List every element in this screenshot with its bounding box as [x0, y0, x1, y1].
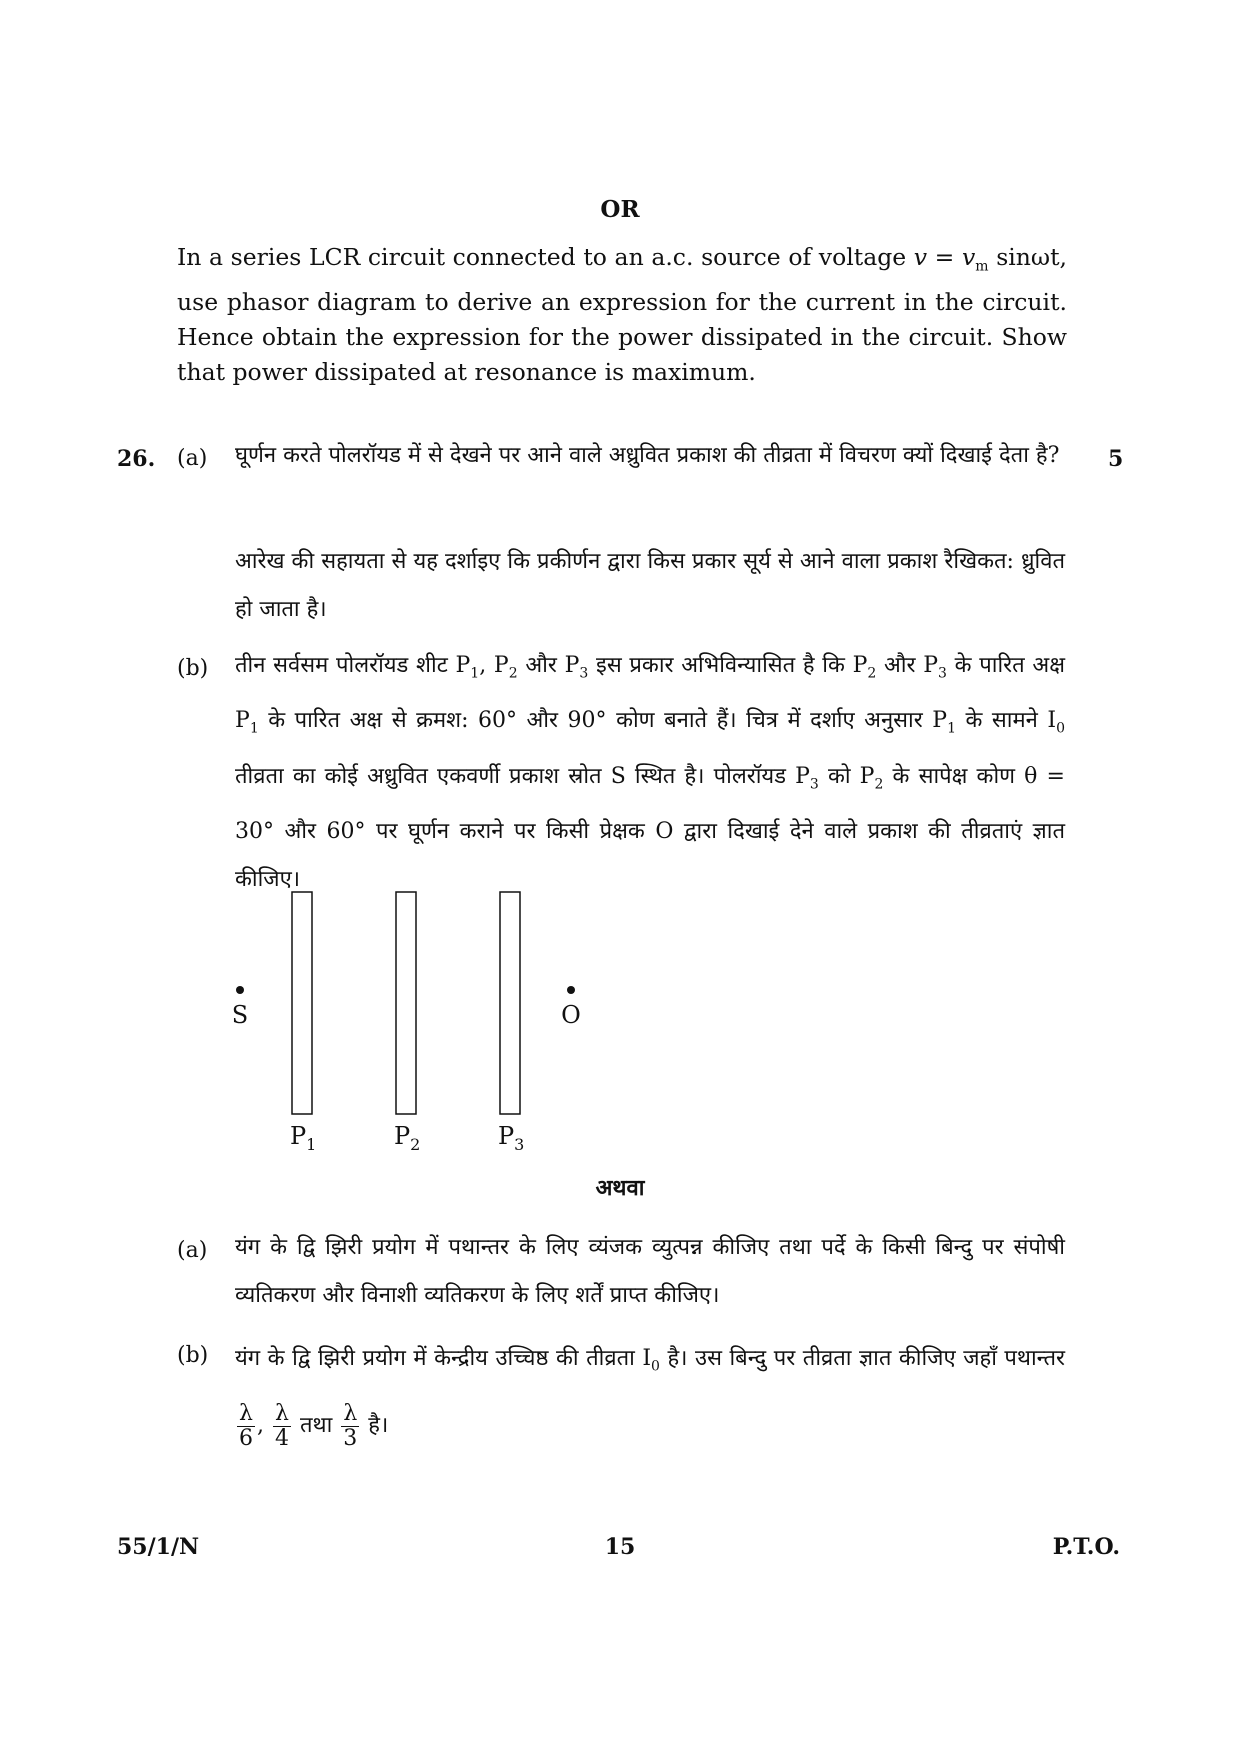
- or-heading: OR: [600, 196, 640, 223]
- p3-label: $P_3$: [498, 1122, 525, 1154]
- part-a-label: (a): [177, 446, 208, 471]
- polaroid-p2: [396, 892, 416, 1114]
- page-number: 15: [604, 1534, 636, 1560]
- polaroid-p1: [292, 892, 312, 1114]
- athva-heading: अथवा: [595, 1175, 645, 1201]
- alt-part-b-text: यंग के द्वि झिरी प्रयोग में केन्द्रीय उच्चिष्ठ की तीव्रता $I_0$ है। उस बिन्दु पर तीव्रता ज्ञात कीजिए जहाँ पथान्तर $\frac{\lambda}{6}$ , $\frac{\lambda}{4}$ तथा $\frac{\lambda}{3}$ है।: [235, 1346, 1065, 1451]
- observer-label: O: [561, 1001, 581, 1029]
- fraction-lambda-6: $\frac{\lambda}{6}$: [239, 1400, 253, 1451]
- p2-label: $P_2$: [394, 1122, 421, 1154]
- fraction-lambda-3: $\frac{\lambda}{3}$: [343, 1400, 358, 1451]
- alt-part-a-text: यंग के द्वि झिरी प्रयोग में पथान्तर के लिए व्यंजक व्युत्पन्न कीजिए तथा पर्दे के किसी बिन्दु पर संपोषी व्यतिकरण और विनाशी व्यतिकरण के लिए शर्तें प्राप्त कीजिए।: [235, 1235, 1065, 1308]
- polaroid-figure: [200, 880, 620, 1160]
- observer-point: [567, 986, 575, 994]
- p1-label: $P_1$: [290, 1122, 317, 1154]
- source-point: [236, 986, 244, 994]
- source-label: S: [231, 1001, 249, 1029]
- or-question-text: In a series LCR circuit connected to an a.c. source of voltage $v = v_m$ sinωt, use phasor diagram to derive an expression for the current in the circuit. Hence obtain the expression for the power dissipated in the circuit. Show that power dissipated at resonance is maximum.: [177, 243, 1067, 386]
- pto-label: P.T.O.: [1052, 1534, 1120, 1560]
- alt-part-a-label: (a): [177, 1238, 208, 1263]
- part-a-text-1: घूर्णन करते पोलरॉयड में से देखने पर आने वाले अध्रुवित प्रकाश की तीव्रता में विचरण क्यों दिखाई देता है?: [235, 443, 1060, 468]
- polaroid-p3: [500, 892, 520, 1114]
- alt-part-b-label: (b): [177, 1343, 209, 1368]
- part-b-label: (b): [177, 656, 209, 681]
- fraction-lambda-4: $\frac{\lambda}{4}$: [275, 1400, 289, 1451]
- paper-code: 55/1/N: [117, 1534, 200, 1560]
- part-a-text-2: आरेख की सहायता से यह दर्शाइए कि प्रकीर्णन द्वारा किस प्रकार सूर्य से आने वाला प्रकाश रैखिकत: ध्रुवित हो जाता है।: [235, 549, 1065, 622]
- question-marks: 5: [1108, 446, 1124, 472]
- question-number: 26.: [117, 446, 156, 472]
- part-b-text: तीन सर्वसम पोलरॉयड शीट $P_1$, $P_2$ और $P_3$ इस प्रकार अभिविन्यासित है कि $P_2$ और $P_3$ के पारित अक्ष $P_1$ के पारित अक्ष से क्रमश: 60° और 90° कोण बनाते हैं। चित्र में दर्शाए अनुसार $P_1$ के सामने $I_0$ तीव्रता का कोई अध्रुवित एकवर्णी प्रकाश स्रोत S स्थित है। पोलरॉयड $P_3$ को $P_2$ के सापेक्ष कोण θ = 30° और 60° पर घूर्णन कराने पर किसी प्रेक्षक O द्वारा दिखाई देने वाले प्रकाश की तीव्रताएं ज्ञात कीजिए।: [235, 653, 1065, 893]
